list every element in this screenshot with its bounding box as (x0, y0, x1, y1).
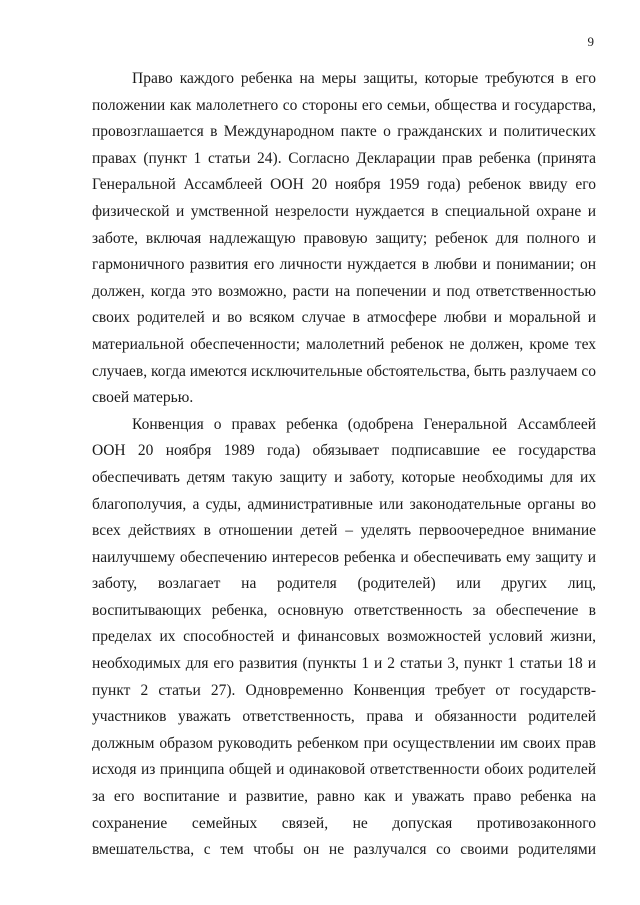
paragraph-2-line: за его воспитание и развитие, равно как и уважать право ребенка на (92, 788, 596, 806)
paragraph-1-line: Право каждого ребенка на меры защиты, которые требуются в его (132, 70, 596, 87)
paragraph-1-line: своих родителей и во всяком случае в атмосфере любви и моральной и (92, 309, 596, 327)
paragraph-2-line: необходимых для его развития (пункты 1 и 2 статьи 3, пункт 1 статьи 18 и (92, 655, 596, 673)
paragraph-1-line: гармоничного развития его личности нуждается в любви и понимании; он (92, 256, 596, 274)
paragraph-2-line: должным образом руководить ребенком при осуществлении им своих прав (92, 734, 596, 752)
paragraph-1-line: провозглашается в Международном пакте о гражданских и политических (92, 123, 596, 141)
paragraph-2-line: ООН 20 ноября 1989 года) обязывает подписавшие ее государства (92, 442, 596, 460)
paragraph-2-line: наилучшему обеспечению интересов ребенка и обеспечивать ему защиту и (92, 548, 596, 566)
paragraph-2-line: благополучия, а суды, административные или законодательные органы во (92, 495, 596, 513)
paragraph-1-line: материальной обеспеченности; малолетний ребенок не должен, кроме тех (92, 335, 596, 353)
paragraph-2-line: воспитывающих ребенка, основную ответственность за обеспечение в (92, 601, 596, 619)
paragraph-2-line: вмешательства, с тем чтобы он не разлучался со своими родителями (92, 841, 596, 859)
paragraph-1-line: случаев, когда имеются исключительные обстоятельства, быть разлучаем со (92, 362, 596, 380)
paragraph-2-line: пределах их способностей и финансовых возможностей условий жизни, (92, 628, 596, 646)
page-number: 9 (587, 34, 594, 49)
paragraph-1-line: Генеральной Ассамблеей ООН 20 ноября 1959 года) ребенок ввиду его (92, 176, 596, 194)
paragraph-2-line: Конвенция о правах ребенка (одобрена Генеральной Ассамблеей (132, 415, 596, 433)
document-body (92, 66, 596, 864)
paragraph-2-line: сохранение семейных связей, не допуская противозаконного (92, 814, 596, 832)
paragraph-1-line: заботе, включая надлежащую правовую защиту; ребенок для полного и (92, 229, 596, 247)
paragraph-2-line: заботу, возлагает на родителя (родителей) или других лиц, (92, 575, 596, 593)
paragraph-1-line: физической и умственной незрелости нуждается в специальной охране и (92, 202, 596, 220)
paragraph-1-line: своей матерью. (92, 389, 194, 407)
paragraph-1-line: положении как малолетнего со стороны его семьи, общества и государства, (92, 96, 596, 114)
paragraph-1-line: правах (пункт 1 статьи 24). Согласно Декларации прав ребенка (принята (92, 149, 596, 167)
paragraph-1-line: должен, когда это возможно, расти на попечении и под ответственностью (92, 282, 596, 300)
paragraph-2-line: обеспечивать детям такую защиту и заботу, которые необходимы для их (92, 468, 596, 486)
paragraph-2-line: всех действиях в отношении детей – уделять первоочередное внимание (92, 522, 596, 540)
paragraph-2-line: пункт 2 статьи 27). Одновременно Конвенция требует от государств- (92, 681, 596, 699)
paragraph-2-line: исходя из принципа общей и одинаковой ответственности обоих родителей (92, 761, 596, 779)
paragraph-2-line: участников уважать ответственность, права и обязанности родителей (92, 708, 596, 726)
